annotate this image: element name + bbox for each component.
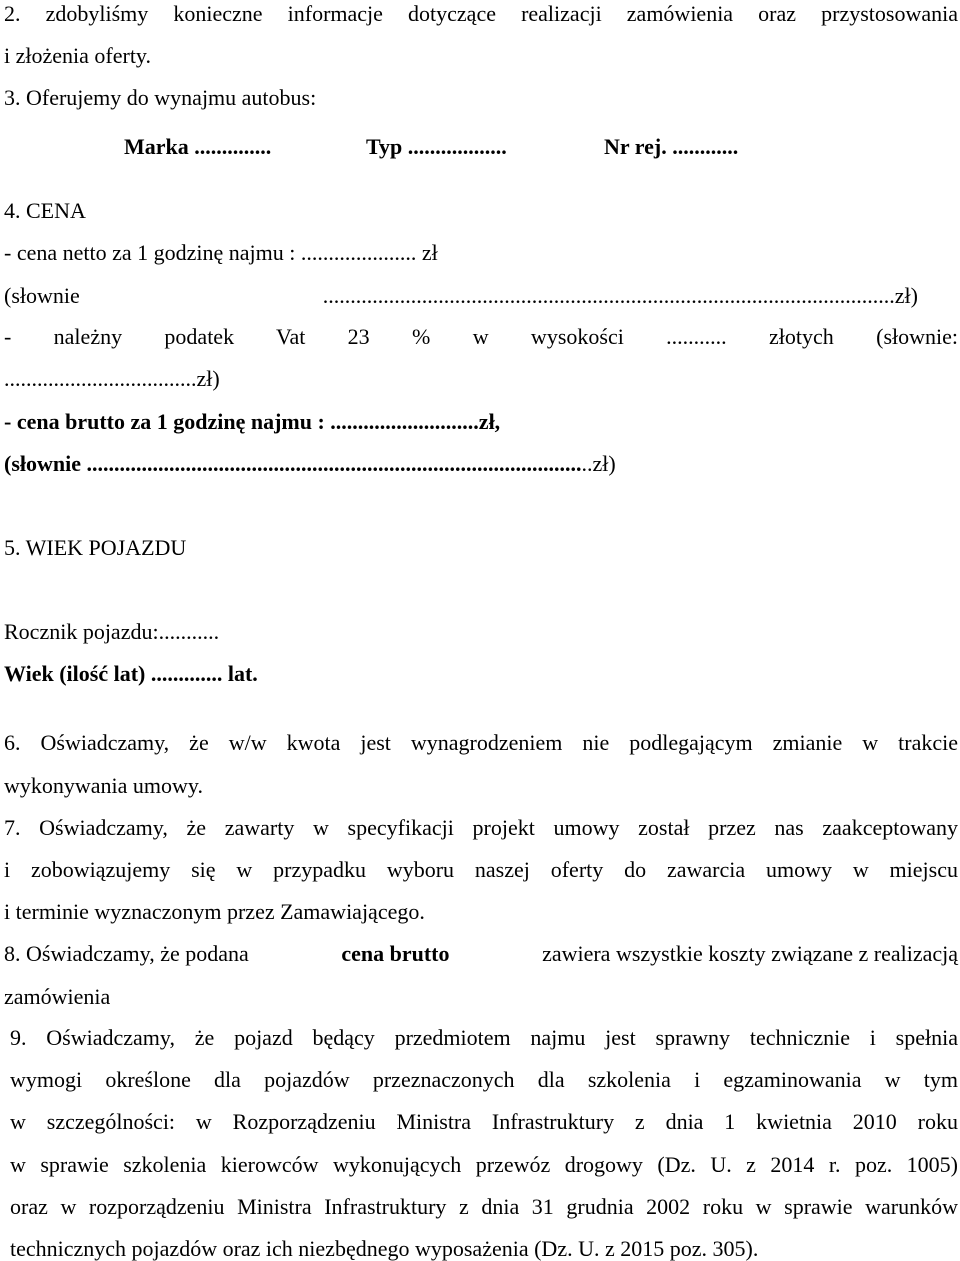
vat-in-words: ...................................zł) (4, 366, 220, 391)
gross-price-in-words-label: (słownie .......................................................................................... (4, 451, 582, 476)
paragraph-7-line-1: 7. Oświadczamy, że zawarty w specyfikacji projekt umowy został przez nas zaakceptowany (4, 815, 958, 840)
paragraph-3: 3. Oferujemy do wynajmu autobus: (4, 85, 317, 110)
section-4-heading: 4. CENA (4, 198, 86, 223)
vehicle-registration-field: Nr rej. ............ (604, 134, 739, 159)
paragraph-8-intro: 8. Oświadczamy, że podana (4, 941, 249, 966)
section-5-heading: 5. WIEK POJAZDU (4, 535, 187, 560)
paragraph-8-line-1 (4, 943, 958, 965)
gross-price-in-words (4, 453, 616, 475)
vehicle-age-field: Wiek (ilość lat) ............. lat. (4, 661, 258, 686)
paragraph-7-line-3: i terminie wyznaczonym przez Zamawiającego. (4, 899, 425, 924)
paragraph-9-line-1: 9. Oświadczamy, że pojazd będący przedmiotem najmu jest sprawny technicznie i spełnia (10, 1025, 958, 1050)
paragraph-7-line-2: i zobowiązujemy się w przypadku wyboru naszej oferty do zawarcia umowy w miejscu (4, 857, 958, 882)
paragraph-9-line-6: technicznych pojazdów oraz ich niezbędnego wyposażenia (Dz. U. z 2015 poz. 305). (10, 1236, 759, 1261)
gross-price-line: - cena brutto za 1 godzinę najmu : ...........................zł, (4, 409, 501, 434)
paragraph-9-line-5: oraz w rozporządzeniu Ministra Infrastruktury z dnia 31 grudnia 2002 roku w sprawie warunków (10, 1194, 958, 1219)
vehicle-make-field: Marka .............. (124, 134, 272, 159)
paragraph-9-line-4: w sprawie szkolenia kierowców wykonujących przewóz drogowy (Dz. U. z 2014 r. poz. 1005) (10, 1152, 958, 1177)
paragraph-9-line-3: w szczególności: w Rozporządzeniu Ministra Infrastruktury z dnia 1 kwietnia 2010 roku (10, 1109, 958, 1134)
vat-line: - należny podatek Vat 23 % w wysokości ........... złotych (słownie: (4, 324, 958, 349)
net-price-in-words: (słownie ........................................................................................................zł) (4, 283, 918, 308)
paragraph-8-rest: zawiera wszystkie koszty związane z realizacją (542, 941, 958, 966)
production-year-field: Rocznik pojazdu:........... (4, 619, 220, 644)
vehicle-type-field: Typ .................. (366, 134, 507, 159)
net-price-line: - cena netto za 1 godzinę najmu : ..................... zł (4, 240, 438, 265)
paragraph-8-gross-price: cena brutto (341, 941, 450, 966)
paragraph-9-line-2: wymogi określone dla pojazdów przeznaczonych dla szkolenia i egzaminowania w tym (10, 1067, 958, 1092)
paragraph-2-line-2: i złożenia oferty. (4, 43, 151, 68)
paragraph-6-line-2: wykonywania umowy. (4, 773, 203, 798)
gross-price-in-words-unit: ..zł) (581, 451, 616, 476)
paragraph-8-line-2: zamówienia (4, 984, 111, 1009)
paragraph-6-line-1: 6. Oświadczamy, że w/w kwota jest wynagrodzeniem nie podlegającym zmianie w trakcie (4, 730, 958, 755)
paragraph-2-line-1: 2. zdobyliśmy konieczne informacje dotyczące realizacji zamówienia oraz przystosowania (4, 1, 958, 26)
